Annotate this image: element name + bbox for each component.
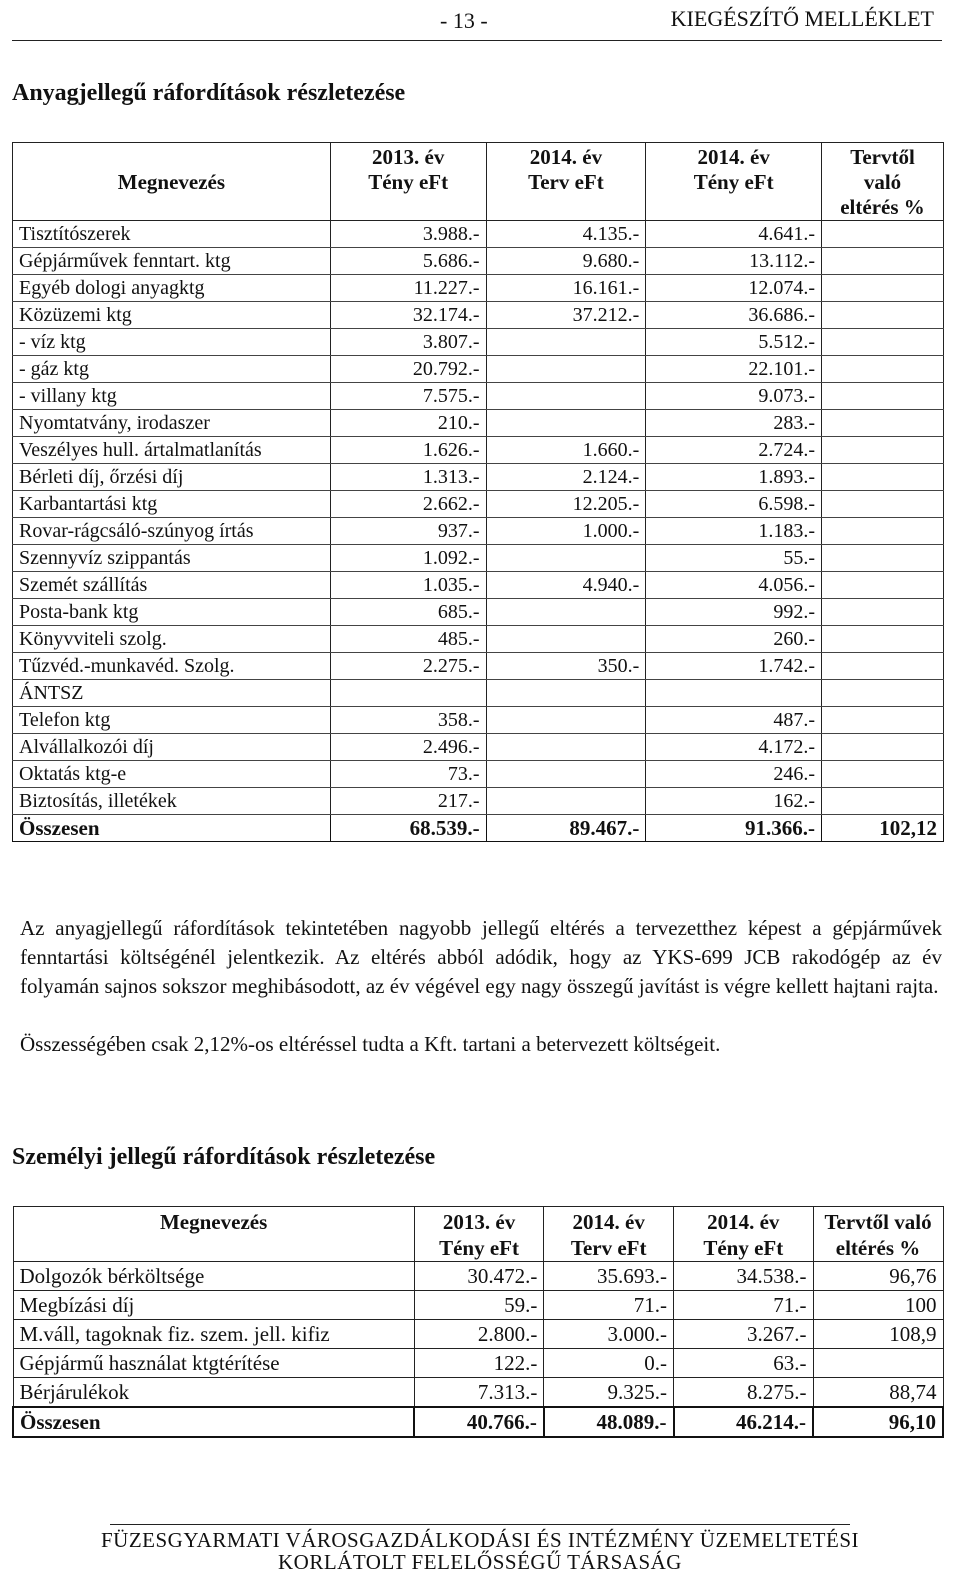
header-col1-label: Tény eFt (439, 1236, 520, 1260)
header-col2-year: 2014. év (529, 145, 603, 169)
cell-value: 55.- (646, 545, 822, 572)
row-label: Gépjármű használat ktgtérítése (13, 1349, 414, 1378)
table-row (13, 1378, 943, 1408)
header-col3-year: 2014. év (707, 1210, 780, 1234)
cell-value: 89.467.- (486, 815, 646, 842)
row-label: Veszélyes hull. ártalmatlanítás (13, 437, 331, 464)
header-col1-year: 2013. év (372, 145, 445, 169)
cell-value: 9.325.- (544, 1378, 674, 1408)
cell-value: 46.214.- (674, 1407, 814, 1437)
row-label: Bérjárulékok (13, 1378, 414, 1408)
cell-value: 16.161.- (486, 275, 646, 302)
row-label: Telefon ktg (13, 707, 331, 734)
section1-title: Anyagjellegű ráfordítások részletezése (12, 80, 406, 106)
cell-value: 0.- (544, 1349, 674, 1378)
row-label: Gépjárművek fenntart. ktg (13, 248, 331, 275)
cell-value: 11.227.- (330, 275, 486, 302)
total-row (13, 815, 944, 842)
cell-value (822, 680, 944, 707)
footer-line1: FÜZESGYARMATI VÁROSGAZDÁLKODÁSI ÉS INTÉZMÉNY ÜZEMELTETÉSI (100, 1528, 860, 1552)
header-col4-a: Tervtől való (824, 1210, 932, 1234)
cell-value: 685.- (330, 599, 486, 626)
cell-value (822, 734, 944, 761)
cell-value: 6.598.- (646, 491, 822, 518)
cell-value: 35.693.- (544, 1262, 674, 1291)
row-label: Közüzemi ktg (13, 302, 331, 329)
header-col4 (822, 143, 944, 221)
table-row (13, 572, 944, 599)
footer-divider (110, 1524, 850, 1525)
cell-value: 3.000.- (544, 1320, 674, 1349)
row-label: Posta-bank ktg (13, 599, 331, 626)
table-row (13, 221, 944, 248)
cell-value (822, 248, 944, 275)
cell-value (822, 707, 944, 734)
row-label: Bérleti díj, őrzési díj (13, 464, 331, 491)
cell-value: 5.686.- (330, 248, 486, 275)
header-col4 (813, 1207, 943, 1262)
cell-value: 88,74 (813, 1378, 943, 1408)
cell-value: 12.074.- (646, 275, 822, 302)
row-label: Egyéb dologi anyagktg (13, 275, 331, 302)
row-label: - villany ktg (13, 383, 331, 410)
table-row (13, 545, 944, 572)
cell-value: 37.212.- (486, 302, 646, 329)
cell-value (822, 761, 944, 788)
cell-value (822, 221, 944, 248)
cell-value (822, 302, 944, 329)
cell-value: 36.686.- (646, 302, 822, 329)
header-col3-label: Tény eFt (703, 1236, 784, 1260)
cell-value: 2.800.- (414, 1320, 544, 1349)
table-row (13, 356, 944, 383)
summary-paragraph: Összességében csak 2,12%-os eltéréssel tudta a Kft. tartani a betervezett költségeit. (20, 1032, 721, 1056)
header-col4-b: eltérés % (835, 1236, 921, 1260)
page-header (12, 0, 942, 41)
row-label: Rovar-rágcsáló-szúnyog írtás (13, 518, 331, 545)
header-col4-b: való (863, 170, 902, 194)
cell-value: 8.275.- (674, 1378, 814, 1408)
cell-value: 1.000.- (486, 518, 646, 545)
cell-value (822, 788, 944, 815)
cell-value: 992.- (646, 599, 822, 626)
table-row (13, 626, 944, 653)
table-row (13, 518, 944, 545)
cell-value: 7.313.- (414, 1378, 544, 1408)
section2-title: Személyi jellegű ráfordítások részletezése (12, 1144, 436, 1170)
table-row (13, 248, 944, 275)
cell-value: 3.988.- (330, 221, 486, 248)
cell-value: 1.313.- (330, 464, 486, 491)
row-label: Karbantartási ktg (13, 491, 331, 518)
header-col1 (414, 1207, 544, 1262)
header-col3-label: Tény eFt (693, 170, 774, 194)
cell-value: 122.- (414, 1349, 544, 1378)
cell-value: 4.641.- (646, 221, 822, 248)
cell-value: 13.112.- (646, 248, 822, 275)
cell-value: 4.135.- (486, 221, 646, 248)
cell-value (486, 410, 646, 437)
header-col2-label: Terv eFt (528, 170, 604, 194)
cell-value: 2.124.- (486, 464, 646, 491)
cell-value: 100 (813, 1291, 943, 1320)
cell-value: 1.183.- (646, 518, 822, 545)
row-label: Megbízási díj (13, 1291, 414, 1320)
cell-value (822, 383, 944, 410)
cell-value (486, 734, 646, 761)
cell-value (822, 464, 944, 491)
cell-value: 485.- (330, 626, 486, 653)
cell-value (813, 1349, 943, 1378)
cell-value (646, 680, 822, 707)
table-row (13, 1320, 943, 1349)
cell-value (486, 626, 646, 653)
table-row (13, 302, 944, 329)
cell-value: 34.538.- (674, 1262, 814, 1291)
header-title: KIEGÉSZÍTŐ MELLÉKLET (670, 6, 934, 31)
table-row (13, 1262, 943, 1291)
table-row (13, 788, 944, 815)
header-col4-a: Tervtől (850, 145, 915, 169)
cell-value: 3.267.- (674, 1320, 814, 1349)
cell-value: 91.366.- (646, 815, 822, 842)
header-col2 (544, 1207, 674, 1262)
cell-value (822, 437, 944, 464)
cell-value (822, 491, 944, 518)
row-label: Összesen (13, 1407, 414, 1437)
cell-value: 283.- (646, 410, 822, 437)
header-col4-c: eltérés % (840, 195, 925, 219)
table-row (13, 329, 944, 356)
table-row (13, 491, 944, 518)
cell-value: 9.073.- (646, 383, 822, 410)
page-number: - 13 - (440, 8, 488, 33)
cell-value: 20.792.- (330, 356, 486, 383)
cell-value: 22.101.- (646, 356, 822, 383)
row-label: Dolgozók bérköltsége (13, 1262, 414, 1291)
table-row (13, 653, 944, 680)
header-col2 (486, 143, 646, 221)
personnel-costs-table (12, 1206, 944, 1438)
cell-value (822, 545, 944, 572)
table-header-row (13, 143, 944, 221)
cell-value: 350.- (486, 653, 646, 680)
cell-value: 1.660.- (486, 437, 646, 464)
row-label: Összesen (13, 815, 331, 842)
table-row (13, 734, 944, 761)
explanation-paragraph: Az anyagjellegű ráfordítások tekintetében nagyobb jellegű eltérés a tervezetthez képest a gépjárművek fenntartási költségénél jelentkezik. Az eltérés abból adódik, hogy az YKS-699 JCB rakodógép az év folyamán sajnos sokszor meghibásodott, az év végével egy nagy összegű javítást is végre kellett hajtani rajta. (20, 916, 942, 998)
table-row (13, 680, 944, 707)
cell-value: 487.- (646, 707, 822, 734)
cell-value: 96,76 (813, 1262, 943, 1291)
cell-value: 48.089.- (544, 1407, 674, 1437)
footer-line2: KORLÁTOLT FELELŐSSÉGŰ TÁRSASÁG (278, 1550, 682, 1574)
cell-value: 96,10 (813, 1407, 943, 1437)
cell-value: 260.- (646, 626, 822, 653)
cell-value: 4.940.- (486, 572, 646, 599)
cell-value: 2.496.- (330, 734, 486, 761)
cell-value (822, 653, 944, 680)
cell-value: 937.- (330, 518, 486, 545)
row-label: M.váll, tagoknak fiz. szem. jell. kifiz (13, 1320, 414, 1349)
cell-value: 59.- (414, 1291, 544, 1320)
cell-value: 210.- (330, 410, 486, 437)
cell-value: 73.- (330, 761, 486, 788)
cell-value (486, 680, 646, 707)
cell-value: 4.056.- (646, 572, 822, 599)
cell-value: 7.575.- (330, 383, 486, 410)
header-col1-year: 2013. év (442, 1210, 516, 1234)
cell-value: 1.092.- (330, 545, 486, 572)
cell-value (486, 788, 646, 815)
row-label: Szemét szállítás (13, 572, 331, 599)
header-col1-label: Tény eFt (368, 170, 449, 194)
row-label: Könyvviteli szolg. (13, 626, 331, 653)
table-row (13, 464, 944, 491)
cell-value: 246.- (646, 761, 822, 788)
header-col2-year: 2014. év (572, 1210, 645, 1234)
cell-value: 162.- (646, 788, 822, 815)
row-label: Nyomtatvány, irodaszer (13, 410, 331, 437)
cell-value (822, 275, 944, 302)
cell-value (822, 410, 944, 437)
cell-value: 63.- (674, 1349, 814, 1378)
table-row (13, 437, 944, 464)
row-label: Alvállalkozói díj (13, 734, 331, 761)
cell-value: 1.742.- (646, 653, 822, 680)
table-row (13, 1349, 943, 1378)
cell-value (822, 572, 944, 599)
cell-value: 217.- (330, 788, 486, 815)
cell-value (822, 518, 944, 545)
table-header-row (13, 1207, 943, 1262)
cell-value: 1.035.- (330, 572, 486, 599)
table-row (13, 761, 944, 788)
cell-value: 108,9 (813, 1320, 943, 1349)
cell-value (822, 356, 944, 383)
table-row (13, 383, 944, 410)
cell-value: 102,12 (822, 815, 944, 842)
cell-value (486, 383, 646, 410)
row-label: Tisztítószerek (13, 221, 331, 248)
row-label: Oktatás ktg-e (13, 761, 331, 788)
cell-value (486, 329, 646, 356)
header-name: Megnevezés (13, 1207, 414, 1262)
cell-value: 2.275.- (330, 653, 486, 680)
header-col3 (674, 1207, 814, 1262)
cell-value (822, 599, 944, 626)
cell-value: 9.680.- (486, 248, 646, 275)
header-name: Megnevezés (13, 143, 331, 221)
cell-value: 2.662.- (330, 491, 486, 518)
cell-value: 71.- (674, 1291, 814, 1320)
cell-value: 68.539.- (330, 815, 486, 842)
table-row (13, 599, 944, 626)
cell-value: 40.766.- (414, 1407, 544, 1437)
row-label: Tűzvéd.-munkavéd. Szolg. (13, 653, 331, 680)
cell-value: 2.724.- (646, 437, 822, 464)
cell-value: 1.626.- (330, 437, 486, 464)
header-col3-year: 2014. év (697, 145, 770, 169)
cell-value: 71.- (544, 1291, 674, 1320)
material-costs-table (12, 142, 944, 842)
cell-value: 3.807.- (330, 329, 486, 356)
cell-value: 5.512.- (646, 329, 822, 356)
cell-value (822, 329, 944, 356)
table-row (13, 275, 944, 302)
row-label: - víz ktg (13, 329, 331, 356)
row-label: - gáz ktg (13, 356, 331, 383)
table-row (13, 707, 944, 734)
cell-value (330, 680, 486, 707)
cell-value: 12.205.- (486, 491, 646, 518)
cell-value (486, 761, 646, 788)
cell-value (486, 356, 646, 383)
cell-value (822, 626, 944, 653)
cell-value (486, 599, 646, 626)
table-row (13, 1291, 943, 1320)
cell-value (486, 707, 646, 734)
header-col3 (646, 143, 822, 221)
cell-value: 1.893.- (646, 464, 822, 491)
cell-value: 30.472.- (414, 1262, 544, 1291)
total-row (13, 1407, 943, 1437)
header-col1 (330, 143, 486, 221)
table-row (13, 410, 944, 437)
cell-value: 32.174.- (330, 302, 486, 329)
header-col2-label: Terv eFt (570, 1236, 647, 1260)
row-label: Szennyvíz szippantás (13, 545, 331, 572)
row-label: ÁNTSZ (13, 680, 331, 707)
row-label: Biztosítás, illetékek (13, 788, 331, 815)
cell-value (486, 545, 646, 572)
cell-value: 4.172.- (646, 734, 822, 761)
cell-value: 358.- (330, 707, 486, 734)
